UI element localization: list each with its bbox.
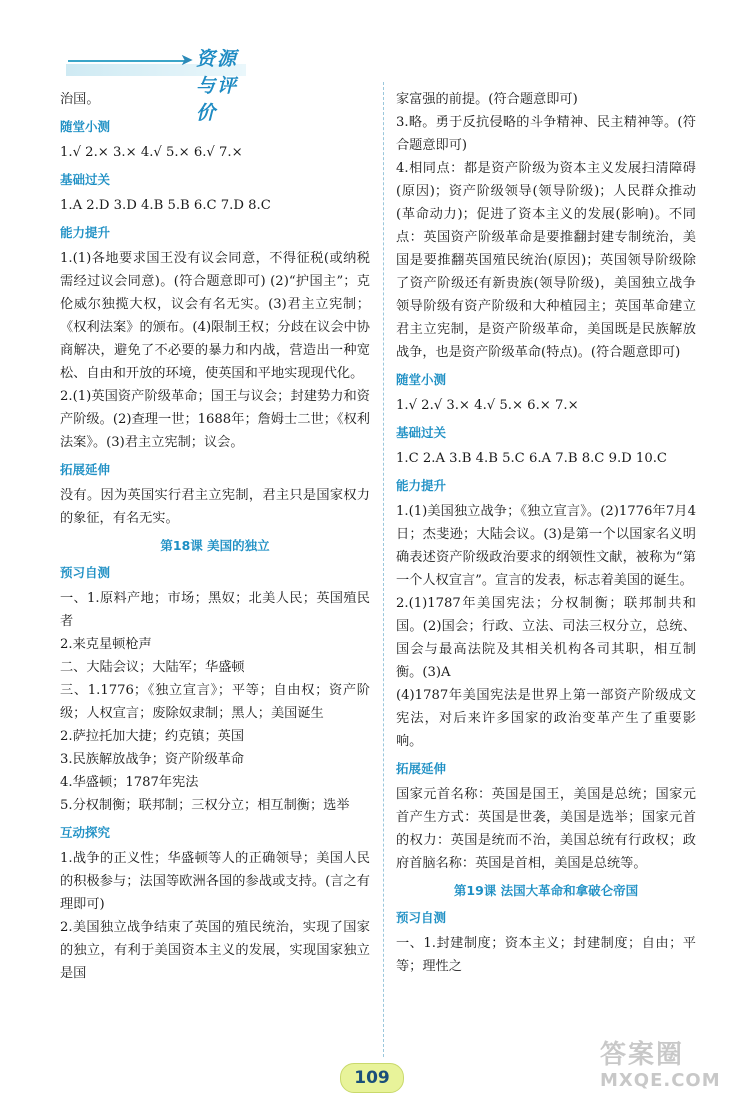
section-heading: 预习自测: [396, 910, 447, 925]
header-title: 资源与评价: [196, 48, 239, 124]
header-line: [68, 60, 188, 62]
answer-paragraph: 1.C 2.A 3.B 4.B 5.C 6.A 7.B 8.C 9.D 10.C: [396, 451, 667, 466]
section-heading: 互动探究: [60, 825, 111, 840]
answer-paragraph: 2.(1)英国资产阶级革命；国王与议会；封建势力和资产阶级。(2)查理一世；1688年；詹姆士二世；《权利法案》。(3)君主立宪制；议会。: [60, 389, 370, 450]
answer-paragraph: 二、大陆会议；大陆军；华盛顿: [60, 660, 245, 675]
answer-paragraph: 1.(1)各地要求国王没有议会同意，不得征税(或纳税需经过议会同意)。(符合题意即可) (2)“护国主”；克伦威尔独揽大权，议会有名无实。(3)君主立宪制；《权利法案》的颁布。(4)限制王权；分歧在议会中协商解决，避免了不必要的暴力和内战，营造出一种宽松、自由和开放的环境，使英国和平地实现现代化。: [60, 251, 370, 381]
section-heading: 能力提升: [60, 225, 111, 240]
answer-paragraph: 2.来克星顿枪声: [60, 637, 152, 652]
watermark-top: 答案圈: [600, 1040, 685, 1070]
watermark-logo: [600, 1040, 740, 1098]
answer-paragraph: 家富强的前提。(符合题意即可): [396, 92, 578, 107]
section-heading: 随堂小测: [396, 372, 447, 387]
page-number: 109: [340, 1063, 404, 1093]
answer-paragraph: 1.(1)美国独立战争；《独立宣言》。(2)1776年7月4日；杰斐逊；大陆会议。(3)是第一个以国家名义明确表述资产阶级政治要求的纲领性文献，被称为“第一个人权宣言”。宣言的发表，标志着美国的诞生。: [396, 504, 696, 588]
answer-paragraph: 4.相同点：都是资产阶级为资本主义发展扫清障碍(原因)；资产阶级领导(领导阶级)；人民群众推动(革命动力)；促进了资本主义的发展(影响)。不同点：英国资产阶级革命是要推翻封建专制统治，美国是要推翻英国殖民统治(原因)；英国领导阶级除了资产阶级还有新贵族(领导阶级)，美国独立战争领导阶级有资产阶级和大种植园主；英国革命建立君主立宪制，是资产阶级革命，美国既是民族解放战争，也是资产阶级革命(特点)。(符合题意即可): [396, 161, 696, 360]
section-heading: 基础过关: [396, 425, 447, 440]
answer-paragraph: 一、1.原料产地；市场；黑奴；北美人民；英国殖民者: [60, 591, 370, 629]
left-column: [60, 88, 370, 985]
answer-paragraph: 4.华盛顿；1787年宪法: [60, 775, 199, 790]
answer-paragraph: 2.(1)1787年美国宪法；分权制衡；联邦制共和国。(2)国会；行政、立法、司法三权分立，总统、国会与最高法院及其相关机构各司其职，相互制衡。(3)A: [396, 596, 696, 680]
answer-paragraph: 1.战争的正义性；华盛顿等人的正确领导；美国人民的积极参与；法国等欧洲各国的参战或支持。(言之有理即可): [60, 851, 370, 912]
section-heading: 随堂小测: [60, 119, 111, 134]
answer-paragraph: 国家元首名称：英国是国王，美国是总统；国家元首产生方式：英国是世袭，美国是选举；国家元首的权力：英国是统而不治，美国总统有行政权；政府首脑名称：英国是首相，美国是总统等。: [396, 787, 696, 871]
answer-paragraph: 1.√ 2.× 3.× 4.√ 5.× 6.√ 7.×: [60, 145, 243, 160]
lesson-title: 第18课 美国的独立: [160, 538, 270, 553]
answer-paragraph: 5.分权制衡；联邦制；三权分立；相互制衡；选举: [60, 798, 350, 813]
answer-paragraph: 没有。因为英国实行君主立宪制，君主只是国家权力的象征，有名无实。: [60, 488, 370, 526]
answer-paragraph: 2.美国独立战争结束了英国的殖民统治，实现了国家的独立，有利于美国资本主义的发展，实现国家独立是国: [60, 920, 370, 981]
answer-paragraph: 2.萨拉托加大捷；约克镇；英国: [60, 729, 245, 744]
answer-paragraph: 3.民族解放战争；资产阶级革命: [60, 752, 245, 767]
answer-paragraph: 1.√ 2.√ 3.× 4.√ 5.× 6.× 7.×: [396, 398, 579, 413]
right-column: [396, 88, 696, 978]
answer-paragraph: 1.A 2.D 3.D 4.B 5.B 6.C 7.D 8.C: [60, 198, 271, 213]
section-heading: 能力提升: [396, 478, 447, 493]
answer-paragraph: (4)1787年美国宪法是世界上第一部资产阶级成文宪法，对后来许多国家的政治变革产生了重要影响。: [396, 688, 696, 749]
section-heading: 拓展延伸: [396, 761, 447, 776]
column-divider: [383, 82, 384, 1057]
answer-paragraph: 治国。: [60, 92, 100, 107]
section-heading: 拓展延伸: [60, 462, 111, 477]
lesson-title: 第19课 法国大革命和拿破仑帝国: [453, 883, 639, 898]
watermark-bottom: MXQE.COM: [600, 1070, 721, 1091]
answer-paragraph: 3.略。勇于反抗侵略的斗争精神、民主精神等。(符合题意即可): [396, 115, 696, 153]
answer-paragraph: 三、1.1776；《独立宣言》；平等；自由权；资产阶级；人权宣言；废除奴隶制；黑人；美国诞生: [60, 683, 370, 721]
answer-paragraph: 一、1.封建制度；资本主义；封建制度；自由；平等；理性之: [396, 936, 696, 974]
arrow-right-icon: ➤: [180, 50, 194, 69]
section-heading: 预习自测: [60, 565, 111, 580]
section-heading: 基础过关: [60, 172, 111, 187]
